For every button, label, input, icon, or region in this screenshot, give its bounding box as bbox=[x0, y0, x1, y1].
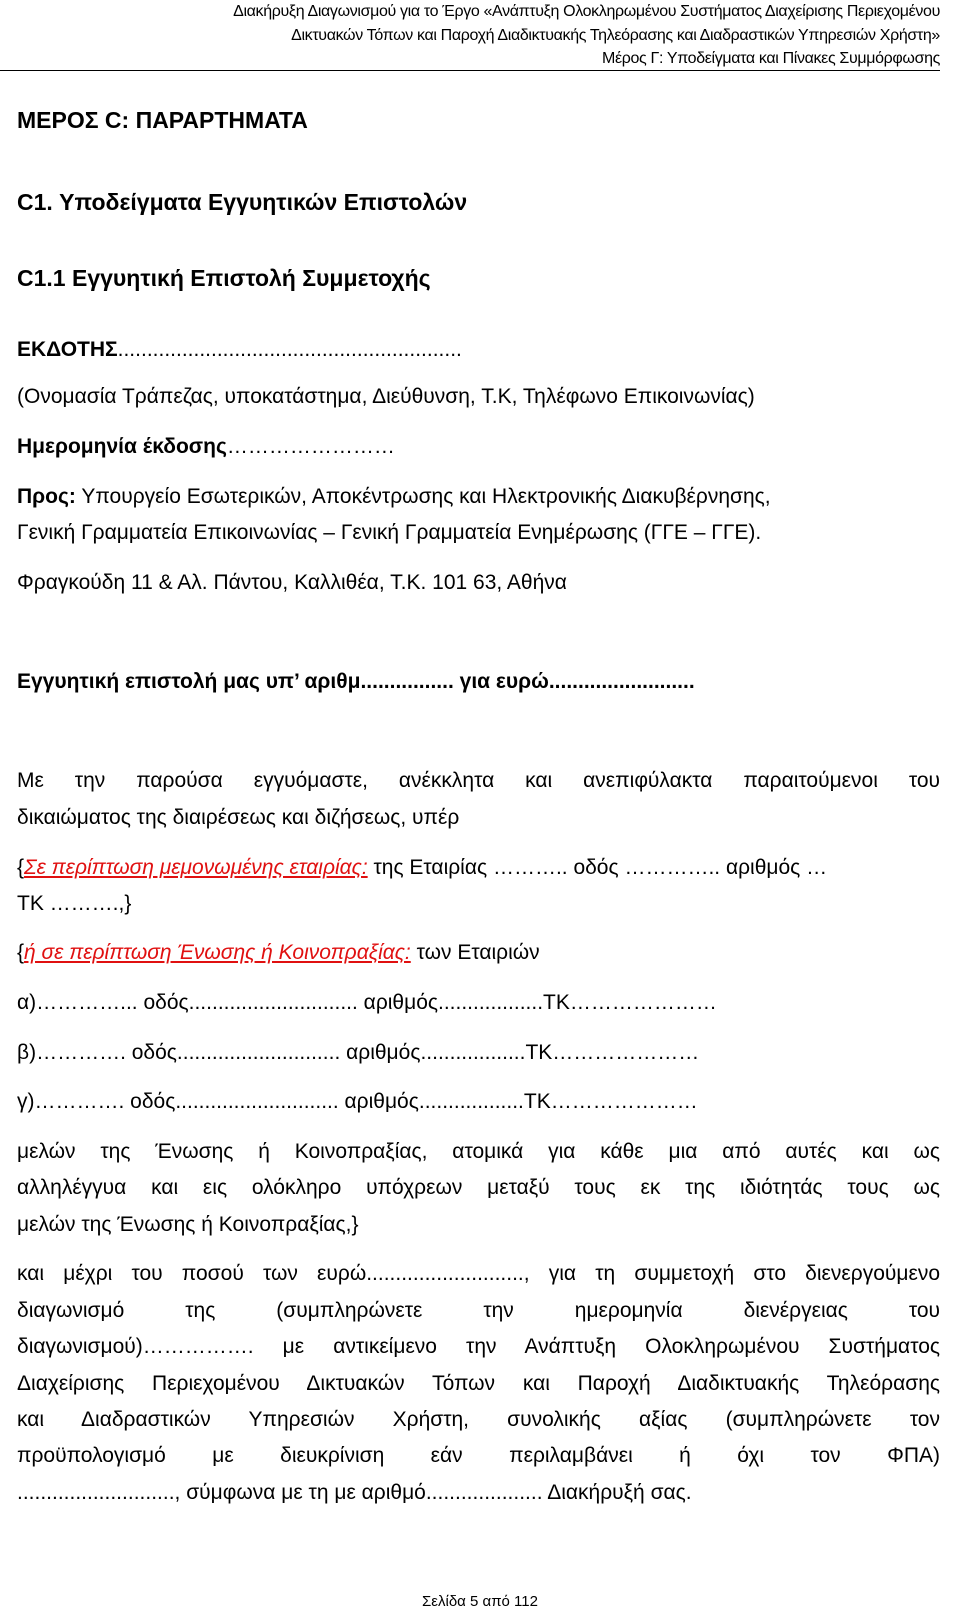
member-c: γ)…………. οδός............................ αριθμός..................ΤΚ………………… bbox=[17, 1090, 698, 1113]
recipient-label: Προς: bbox=[17, 485, 76, 508]
body-p1-line-1: Με την παρούσα εγγυόμαστε, ανέκκλητα και ανεπιφύλακτα παραιτούμενοι του bbox=[17, 769, 940, 792]
single-company-line bbox=[17, 855, 827, 881]
body-p3-line-4: Διαχείρισης Περιεχομένου Δικτυακών Τόπων και Παροχή Διαδικτυακής Τηλεόρασης bbox=[17, 1372, 940, 1395]
part-heading: ΜΕΡΟΣ C: ΠΑΡΑΡΤΗΜΑΤΑ bbox=[17, 107, 308, 133]
issue-date-label: Ημερομηνία έκδοσης bbox=[17, 435, 227, 458]
issue-date-line bbox=[17, 434, 395, 460]
section-heading: C1. Υποδείγματα Εγγυητικών Επιστολών bbox=[17, 189, 468, 215]
page-header bbox=[0, 0, 940, 71]
recipient-line-1 bbox=[17, 484, 771, 510]
brace-open: { bbox=[17, 856, 25, 879]
body-p3-line-7: ..........................., σύμφωνα με τη με αριθμό.................... Διακήρυξή σας. bbox=[17, 1481, 692, 1504]
header-line-3: Μέρος Γ: Υποδείγματα και Πίνακες Συμμόρφωσης bbox=[602, 50, 940, 67]
issuer-line bbox=[17, 337, 462, 363]
body-p2-line-1: μελών της Ένωσης ή Κοινοπραξίας, ατομικά για κάθε μια από αυτές και ως bbox=[17, 1140, 940, 1163]
issuer-details: (Ονομασία Τράπεζας, υποκατάστημα, Διεύθυνση, Τ.Κ, Τηλέφωνο Επικοινωνίας) bbox=[17, 385, 755, 408]
issuer-label: ΕΚΔΟΤΗΣ bbox=[17, 338, 118, 361]
joint-venture-text: των Εταιριών bbox=[410, 941, 540, 964]
single-company-note: Σε περίπτωση μεμονωμένης εταιρίας: bbox=[24, 856, 368, 879]
body-p3-line-1: και μέχρι του ποσού των ευρώ..........................., για τη συμμετοχή στο διενεργούμενο bbox=[17, 1262, 940, 1285]
single-company-line-2: ΤΚ ……….,} bbox=[17, 892, 132, 915]
body-p2-line-2: αλληλέγγυα και εις ολόκληρο υπόχρεων μεταξύ τους εκ της ιδιότητάς τους ως bbox=[17, 1176, 940, 1199]
brace-open: { bbox=[17, 941, 25, 964]
header-line-2: Δικτυακών Τόπων και Παροχή Διαδικτυακής Τηλεόρασης και Διαδραστικών Υπηρεσιών Χρήστη» bbox=[291, 27, 940, 44]
issuer-dots: ........................................................... bbox=[117, 338, 462, 361]
subsection-heading: C1.1 Εγγυητική Επιστολή Συμμετοχής bbox=[17, 265, 431, 291]
joint-venture-note: ή σε περίπτωση Ένωσης ή Κοινοπραξίας: bbox=[24, 941, 411, 964]
member-a: α)…………... οδός............................. αριθμός..................ΤΚ………………… bbox=[17, 991, 717, 1014]
body-p2-line-3: μελών της Ένωσης ή Κοινοπραξίας,} bbox=[17, 1213, 359, 1236]
body-p3-line-3: διαγωνισμού)……………. με αντικείμενο την Ανάπτυξη Ολοκληρωμένου Συστήματος bbox=[17, 1335, 940, 1358]
header-line-1: Διακήρυξη Διαγωνισμού για το Έργο «Ανάπτυξη Ολοκληρωμένου Συστήματος Διαχείρισης Περιεχομένου bbox=[233, 3, 940, 20]
body-p1-line-2: δικαιώματος της διαιρέσεως και διζήσεως, υπέρ bbox=[17, 806, 460, 829]
body-p3-line-5: και Διαδραστικών Υπηρεσιών Χρήστη, συνολικής αξίας (συμπληρώνετε τον bbox=[17, 1408, 940, 1431]
recipient-line-2: Γενική Γραμματεία Επικοινωνίας – Γενική Γραμματεία Ενημέρωσης (ΓΓΕ – ΓΓΕ). bbox=[17, 521, 762, 544]
page-number: Σελίδα 5 από 112 bbox=[422, 1593, 538, 1610]
single-company-text: της Εταιρίας ……….. οδός ………….. αριθμός … bbox=[367, 856, 828, 879]
guarantee-title: Εγγυητική επιστολή μας υπ’ αριθμ................ για ευρώ......................... bbox=[17, 670, 695, 693]
issue-date-dots: …………………… bbox=[226, 435, 395, 458]
joint-venture-line bbox=[17, 940, 540, 966]
body-p3-line-6: προϋπολογισμό με διευκρίνιση εάν περιλαμβάνει ή όχι τον ΦΠΑ) bbox=[17, 1444, 940, 1467]
member-b: β)…………. οδός............................ αριθμός..................ΤΚ………………… bbox=[17, 1041, 700, 1064]
recipient-address: Φραγκούδη 11 & Αλ. Πάντου, Καλλιθέα, Τ.Κ. 101 63, Αθήνα bbox=[17, 571, 567, 594]
body-p3-line-2: διαγωνισμό της (συμπληρώνετε την ημερομηνία διενέργειας του bbox=[17, 1299, 940, 1322]
recipient-ministry: Υπουργείο Εσωτερικών, Αποκέντρωσης και Ηλεκτρονικής Διακυβέρνησης, bbox=[75, 485, 771, 508]
